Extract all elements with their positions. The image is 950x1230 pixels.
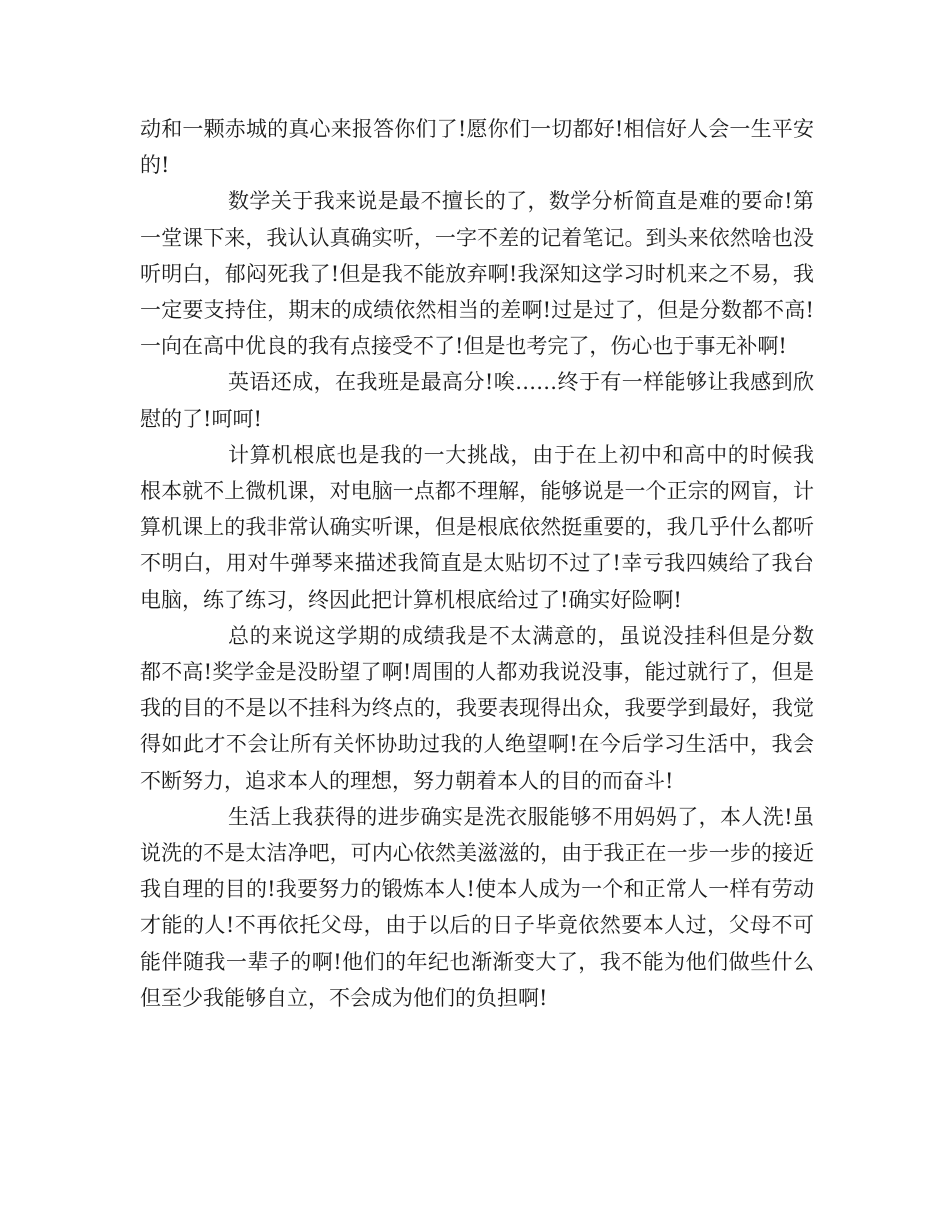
paragraph-english: 英语还成，在我班是最高分!唉……终于有一样能够让我感到欣慰的了!呵呵!	[140, 370, 814, 431]
document-body	[140, 111, 814, 1016]
paragraph-computer: 计算机根底也是我的一大挑战，由于在上初中和高中的时候我根本就不上微机课，对电脑一点都不理解，能够说是一个正宗的网盲，计算机课上的我非常认确实听课，但是根底依然挺重要的，我几乎什么都听不明白，用对牛弹琴来描述我简直是太贴切不过了!幸亏我四姨给了我台电脑，练了练习，终因此把计算机根底给过了!确实好险啊!	[140, 442, 814, 612]
paragraph-math: 数学关于我来说是最不擅长的了，数学分析简直是难的要命!第一堂课下来，我认认真确实听，一字不差的记着笔记。到头来依然啥也没听明白，郁闷死我了!但是我不能放弃啊!我深知这学习时机来之不易，我一定要支持住，期末的成绩依然相当的差啊!过是过了，但是分数都不高!一向在高中优良的我有点接受不了!但是也考完了，伤心也于事无补啊!	[140, 189, 814, 359]
paragraph-summary: 总的来说这学期的成绩我是不太满意的，虽说没挂科但是分数都不高!奖学金是没盼望了啊!周围的人都劝我说没事，能过就行了，但是我的目的不是以不挂科为终点的，我要表现得出众，我要学到最好，我觉得如此才不会让所有关怀协助过我的人绝望啊!在今后学习生活中，我会不断努力，追求本人的理想，努力朝着本人的目的而奋斗!	[140, 623, 814, 793]
paragraph-life: 生活上我获得的进步确实是洗衣服能够不用妈妈了，本人洗!虽说洗的不是太洁净吧，可内心依然美滋滋的，由于我正在一步一步的接近我自理的目的!我要努力的锻炼本人!使本人成为一个和正常人一样有劳动才能的人!不再依托父母，由于以后的日子毕竟依然要本人过，父母不可能伴随我一辈子的啊!他们的年纪也渐渐变大了，我不能为他们做些什么但至少我能够自立，不会成为他们的负担啊!	[140, 804, 814, 1010]
paragraph-1: 动和一颗赤城的真心来报答你们了!愿你们一切都好!相信好人会一生平安的!	[140, 117, 814, 178]
